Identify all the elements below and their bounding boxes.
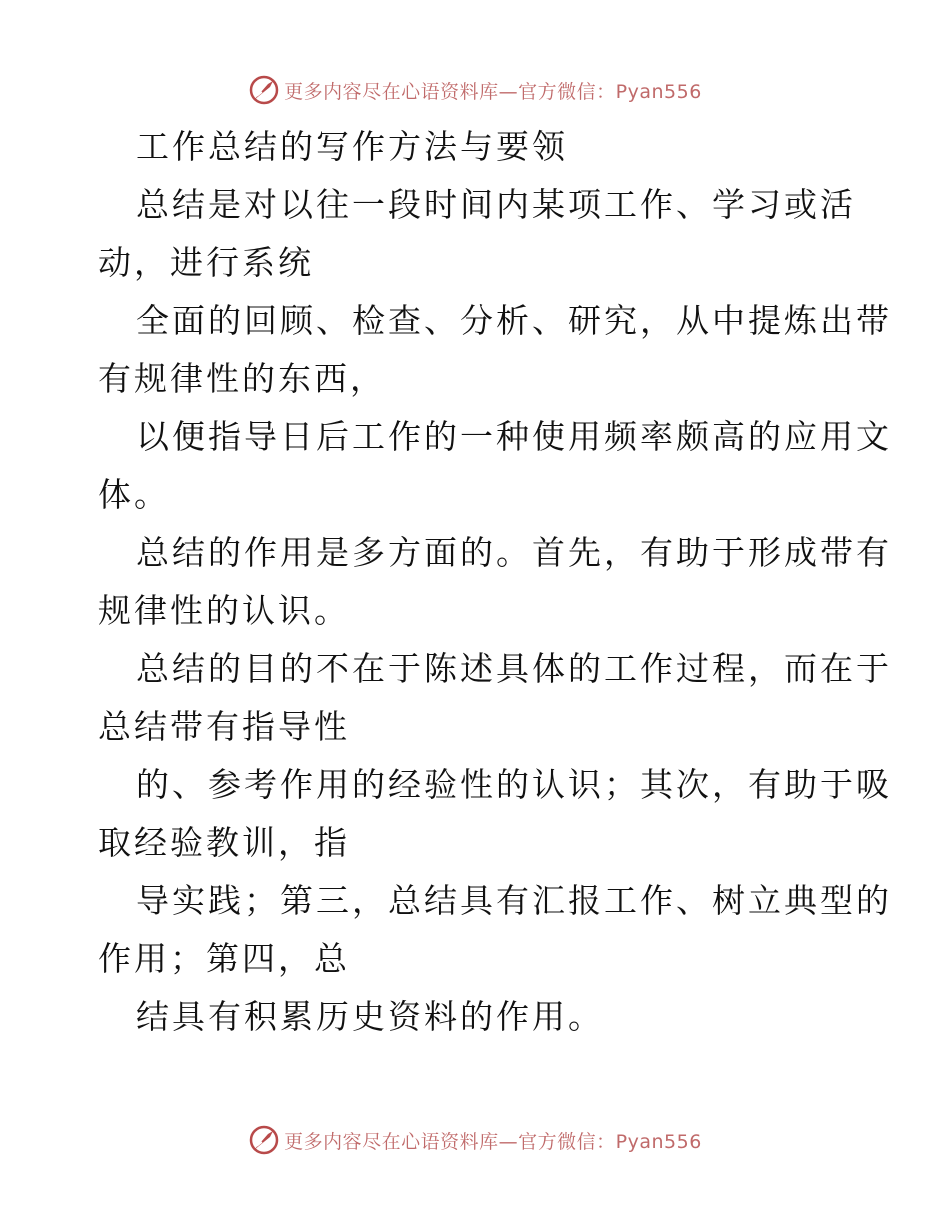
text-line: 的、参考作用的经验性的认识；其次，有助于吸: [136, 765, 892, 804]
quill-logo-icon: [248, 1124, 280, 1156]
banner-text: 更多内容尽在心语资料库—官方微信：Pyan556: [284, 1130, 702, 1153]
text-line: 体。: [98, 475, 170, 514]
text-line: 有规律性的东西，: [98, 359, 386, 398]
text-line: 全面的回顾、检查、分析、研究，从中提炼出带: [136, 301, 892, 340]
text-line: 总结的目的不在于陈述具体的工作过程，而在于: [136, 649, 892, 688]
text-line: 规律性的认识。: [98, 591, 350, 630]
text-line: 总结带有指导性: [98, 707, 350, 746]
text-line: 总结是对以往一段时间内某项工作、学习或活: [136, 185, 856, 224]
text-line: 结具有积累历史资料的作用。: [136, 997, 604, 1036]
text-line: 动，进行系统: [98, 243, 314, 282]
document-body: [98, 118, 892, 1046]
text-line: 总结的作用是多方面的。首先，有助于形成带有: [136, 533, 892, 572]
text-line: 导实践；第三，总结具有汇报工作、树立典型的: [136, 881, 892, 920]
text-line: 作用；第四，总: [98, 939, 350, 978]
document-title: 工作总结的写作方法与要领: [136, 127, 568, 166]
header-banner: [0, 70, 950, 110]
quill-logo-icon: [248, 74, 280, 106]
text-line: 取经验教训，指: [98, 823, 350, 862]
banner-text: 更多内容尽在心语资料库—官方微信：Pyan556: [284, 80, 702, 103]
footer-banner: [0, 1120, 950, 1160]
text-line: 以便指导日后工作的一种使用频率颇高的应用文: [136, 417, 892, 456]
